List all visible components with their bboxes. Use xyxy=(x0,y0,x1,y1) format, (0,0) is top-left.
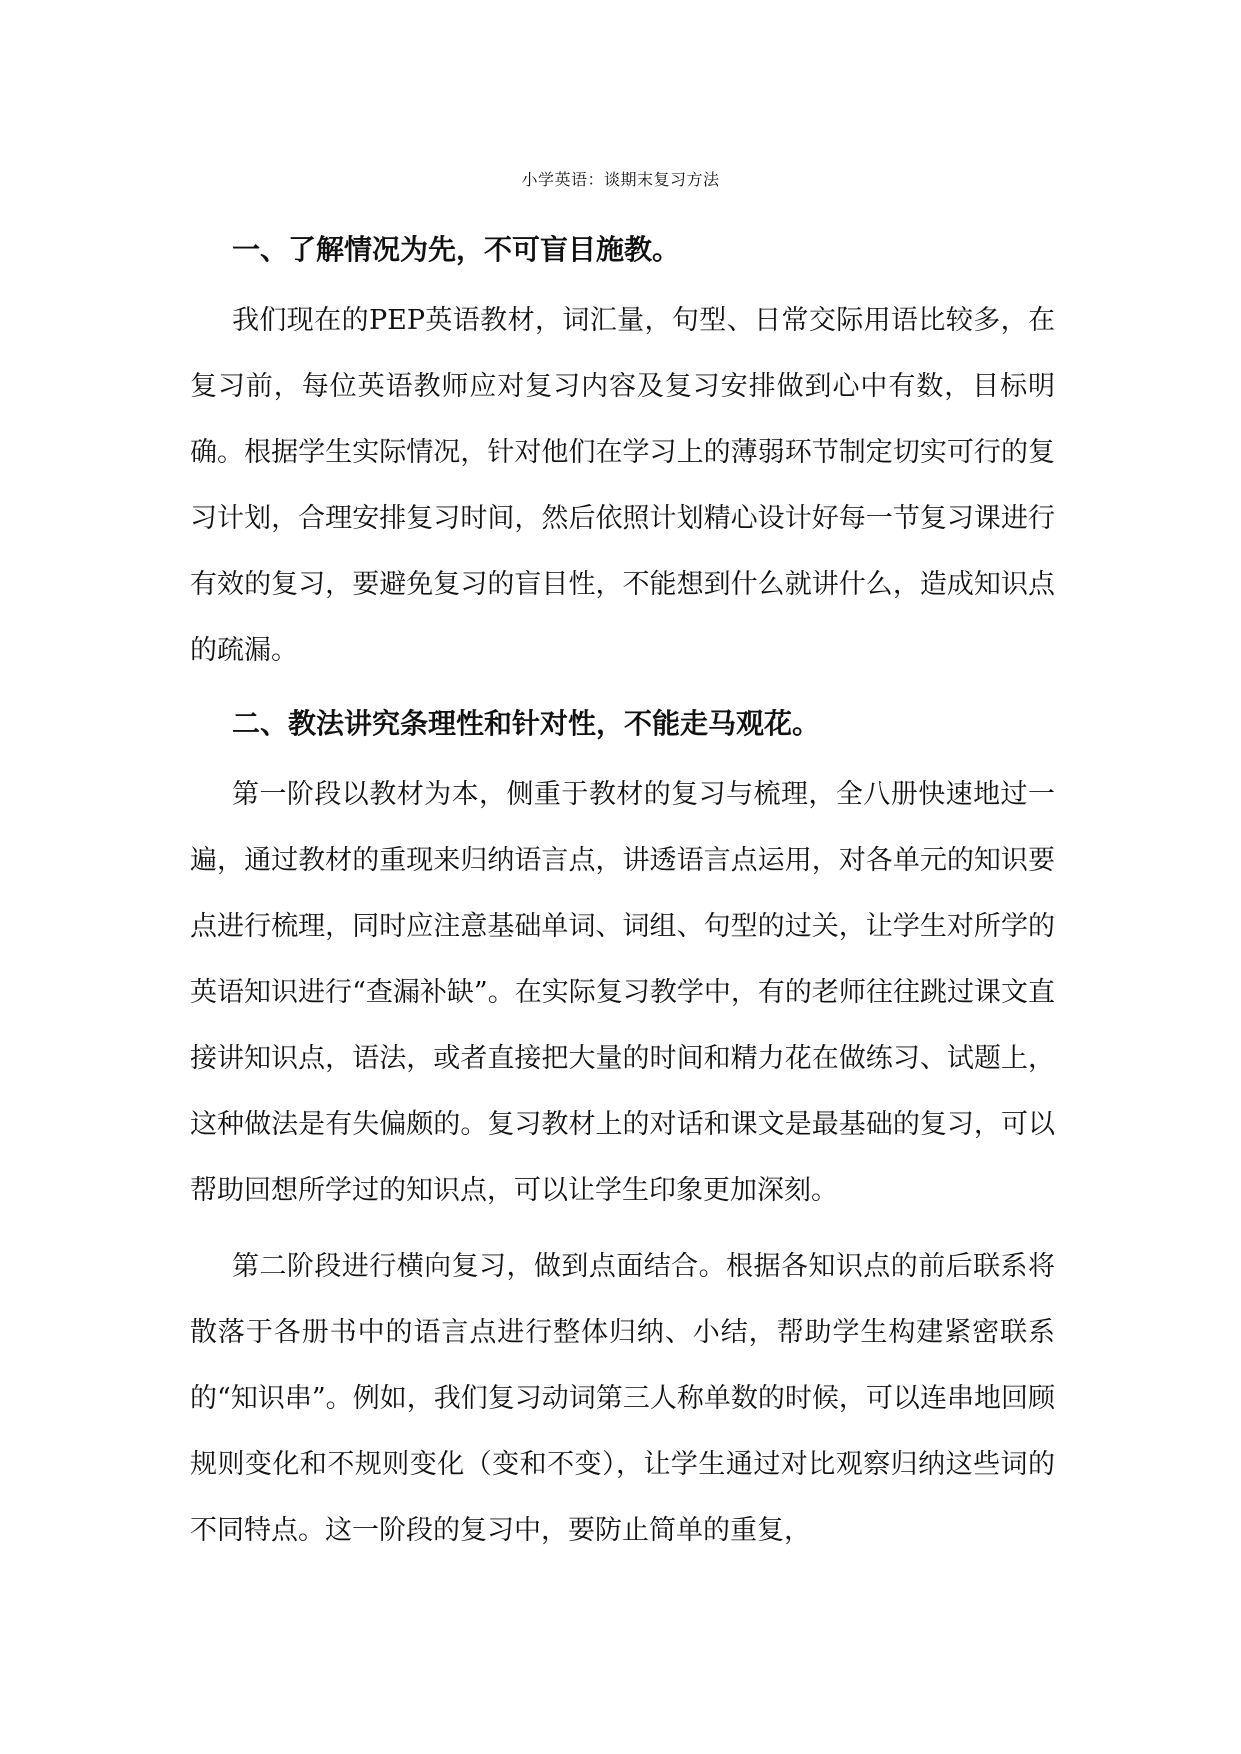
section-2 xyxy=(190,696,1055,1564)
paragraph: 第二阶段进行横向复习，做到点面结合。根据各知识点的前后联系将散落于各册书中的语言点进行整体归纳、小结，帮助学生构建紧密联系的“知识串”。例如，我们复习动词第三人称单数的时候，可以连串地回顾规则变化和不规则变化（变和不变），让学生通过对比观察归纳这些词的不同特点。这一阶段的复习中，要防止简单的重复， xyxy=(190,1251,1055,1546)
document-title: 小学英语：谈期末复习方法 xyxy=(521,170,720,189)
paragraph: 我们现在的PEP英语教材，词汇量，句型、日常交际用语比较多，在复习前，每位英语教师应对复习内容及复习安排做到心中有数，目标明确。根据学生实际情况，针对他们在学习上的薄弱环节制定切实可行的复习计划，合理安排复习时间，然后依照计划精心设计好每一节复习课进行有效的复习，要避免复习的盲目性，不能想到什么就讲什么，造成知识点的疏漏。 xyxy=(190,305,1055,666)
section-1 xyxy=(190,222,1055,684)
paragraph: 第一阶段以教材为本，侧重于教材的复习与梳理，全八册快速地过一遍，通过教材的重现来归纳语言点，讲透语言点运用，对各单元的知识要点进行梳理，同时应注意基础单词、词组、句型的过关，让学生对所学的英语知识进行“查漏补缺”。在实际复习教学中，有的老师往往跳过课文直接讲知识点，语法，或者直接把大量的时间和精力花在做练习、试题上，这种做法是有失偏颇的。复习教材上的对话和课文是最基础的复习，可以帮助回想所学过的知识点，可以让学生印象更加深刻。 xyxy=(190,779,1055,1206)
section-heading: 二、教法讲究条理性和针对性，不能走马观花。 xyxy=(232,707,821,740)
section-heading: 一、了解情况为先，不可盲目施教。 xyxy=(232,233,681,266)
document-body xyxy=(190,222,1055,1564)
